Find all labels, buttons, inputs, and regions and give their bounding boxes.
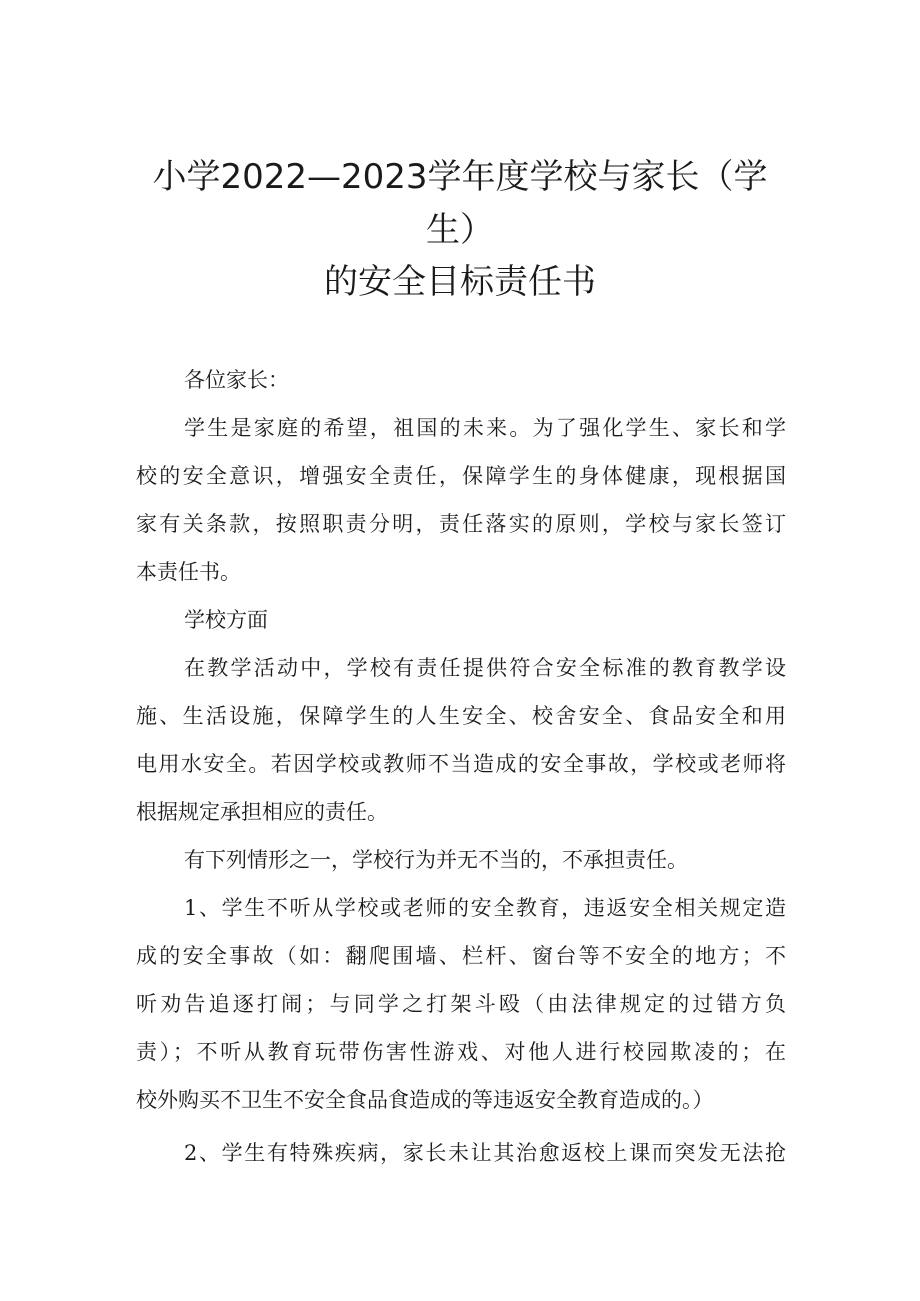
body-line: 有下列情形之一，学校行为并无不当的，不承担责任。	[184, 848, 688, 872]
body-line: 根据规定承担相应的责任。	[136, 800, 388, 824]
section-heading: 学校方面	[184, 608, 268, 632]
body-line: 校的安全意识，增强安全责任，保障学生的身体健康，现根据国	[136, 464, 786, 488]
body-line: 电用水安全。若因学校或教师不当造成的安全事故，学校或老师将	[136, 752, 786, 776]
body-line: 家有关条款，按照职责分明，责任落实的原则，学校与家长签订	[136, 512, 786, 536]
list-item-line: 听劝告追逐打闹；与同学之打架斗殴（由法律规定的过错方负	[136, 992, 786, 1016]
body-line: 施、生活设施，保障学生的人生安全、校舍安全、食品安全和用	[136, 704, 786, 728]
list-item-line: 1、学生不听从学校或老师的安全教育，违返安全相关规定造	[184, 896, 786, 920]
list-item-line: 2、学生有特殊疾病，家长未让其治愈返校上课而突发无法抢	[184, 1141, 786, 1165]
list-item-line: 成的安全事故（如：翻爬围墙、栏杆、窗台等不安全的地方；不	[136, 944, 786, 968]
body-line: 本责任书。	[136, 560, 241, 584]
document-title-line-3: 的安全目标责任书	[324, 262, 596, 302]
list-item-line: 责）；不听从教育玩带伤害性游戏、对他人进行校园欺凌的；在	[136, 1040, 786, 1064]
document-title-line-1: 小学2022—2023学年度学校与家长（学	[152, 157, 768, 197]
list-item-line: 校外购买不卫生不安全食品食造成的等违返安全教育造成的。）	[136, 1088, 714, 1112]
body-line: 在教学活动中，学校有责任提供符合安全标准的教育教学设	[184, 656, 786, 680]
body-line: 学生是家庭的希望，祖国的未来。为了强化学生、家长和学	[184, 416, 786, 440]
document-title-line-2: 生）	[426, 210, 494, 250]
salutation: 各位家长：	[184, 368, 289, 392]
